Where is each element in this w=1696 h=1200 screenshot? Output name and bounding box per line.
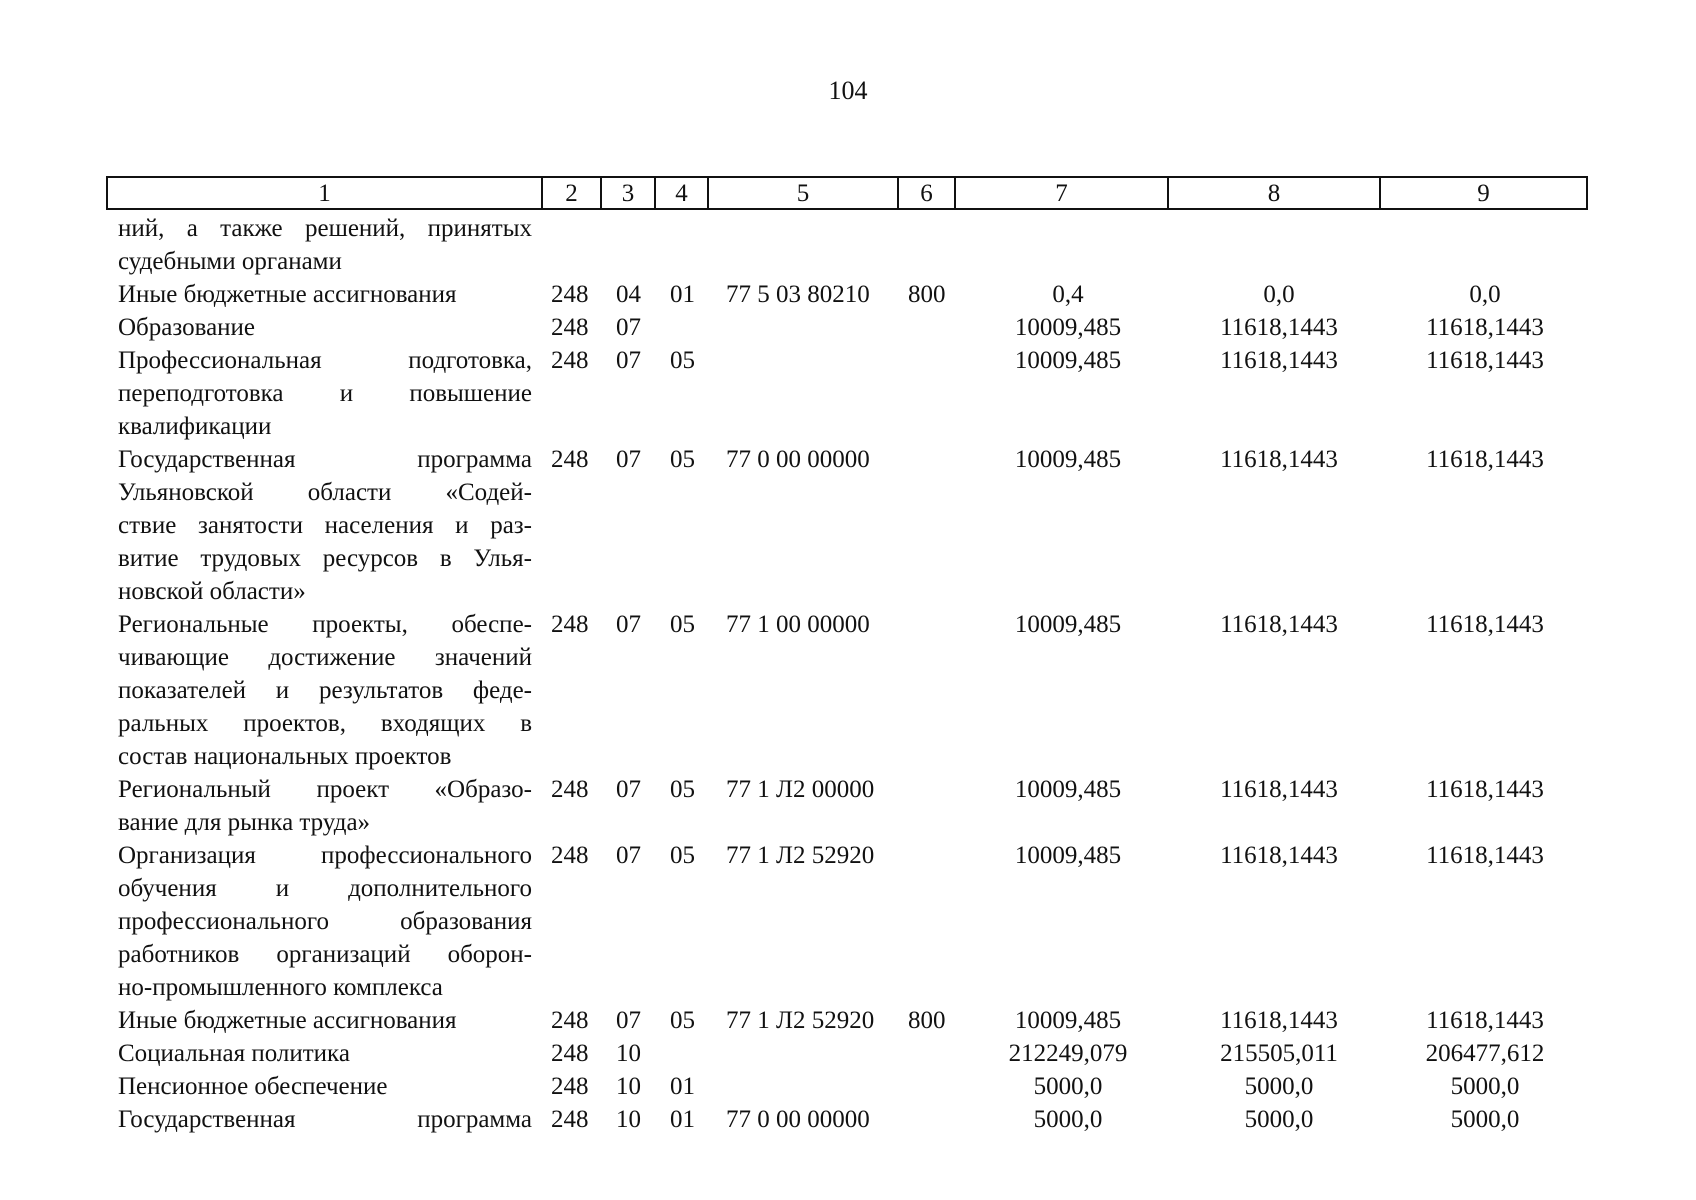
table-row [0, 608, 1696, 773]
cell-amount-col9: 11618,1443 [1426, 776, 1544, 803]
item-name-line: Образование [118, 314, 256, 341]
column-header-8: 8 [1169, 176, 1381, 210]
cell-amount-col7: 0,4 [1052, 281, 1084, 308]
cell-amount-col7: 212249,079 [1008, 1040, 1128, 1067]
column-header-7: 7 [956, 176, 1169, 210]
cell-ministry-code: 248 [551, 1073, 589, 1100]
table-row [0, 278, 1696, 311]
cell-ministry-code: 248 [551, 611, 589, 638]
column-header-1: 1 [106, 176, 543, 210]
cell-target-article: 77 0 00 00000 [726, 446, 870, 473]
cell-amount-col9: 11618,1443 [1426, 314, 1544, 341]
column-header-4: 4 [656, 176, 709, 210]
row-item-name [118, 1070, 532, 1103]
cell-section-code: 07 [616, 446, 641, 473]
item-name-line: обучения и дополнительного [118, 875, 532, 902]
row-item-name [118, 443, 532, 608]
item-name-line: Организация профессионального [118, 842, 532, 869]
table-row [0, 311, 1696, 344]
item-name-line: Иные бюджетные ассигнования [118, 1007, 457, 1034]
cell-section-code: 07 [616, 842, 641, 869]
item-name-line: квалификации [118, 413, 272, 440]
item-name-line: переподготовка и повышение [118, 380, 532, 407]
table-row [0, 212, 1696, 278]
row-item-name [118, 608, 532, 773]
cell-amount-col9: 5000,0 [1450, 1106, 1520, 1133]
cell-section-code: 07 [616, 776, 641, 803]
cell-ministry-code: 248 [551, 776, 589, 803]
item-name-line: Ульяновской области «Содей- [118, 479, 532, 506]
item-name-line: Иные бюджетные ассигнования [118, 281, 457, 308]
column-header-2: 2 [543, 176, 602, 210]
item-name-line: Региональные проекты, обеспе- [118, 611, 532, 638]
cell-ministry-code: 248 [551, 281, 589, 308]
column-header-6: 6 [899, 176, 956, 210]
cell-amount-col9: 11618,1443 [1426, 611, 1544, 638]
cell-amount-col9: 11618,1443 [1426, 446, 1544, 473]
cell-target-article: 77 0 00 00000 [726, 1106, 870, 1133]
cell-amount-col8: 11618,1443 [1220, 1007, 1338, 1034]
cell-amount-col8: 11618,1443 [1220, 776, 1338, 803]
cell-amount-col8: 11618,1443 [1220, 611, 1338, 638]
item-name-line: Региональный проект «Образо- [118, 776, 532, 803]
cell-amount-col9: 5000,0 [1450, 1073, 1520, 1100]
cell-expense-type: 800 [908, 1007, 946, 1034]
item-name-line: профессионального образования [118, 908, 532, 935]
cell-subsection-code: 05 [670, 611, 695, 638]
cell-section-code: 07 [616, 314, 641, 341]
cell-amount-col9: 206477,612 [1425, 1040, 1545, 1067]
row-item-name [118, 311, 532, 344]
cell-ministry-code: 248 [551, 842, 589, 869]
row-item-name [118, 839, 532, 1004]
cell-amount-col8: 11618,1443 [1220, 842, 1338, 869]
cell-target-article: 77 1 00 00000 [726, 611, 870, 638]
table-column-header-row [106, 176, 1588, 210]
cell-amount-col7: 5000,0 [1033, 1106, 1103, 1133]
table-row [0, 443, 1696, 608]
cell-amount-col7: 5000,0 [1033, 1073, 1103, 1100]
cell-subsection-code: 05 [670, 842, 695, 869]
cell-section-code: 10 [616, 1073, 641, 1100]
item-name-line: состав национальных проектов [118, 743, 452, 770]
item-name-line: чивающие достижение значений [118, 644, 532, 671]
cell-ministry-code: 248 [551, 314, 589, 341]
cell-amount-col9: 0,0 [1469, 281, 1501, 308]
cell-section-code: 10 [616, 1040, 641, 1067]
cell-amount-col8: 215505,011 [1220, 1040, 1338, 1067]
item-name-line: Государственная программа [118, 1106, 532, 1133]
table-row [0, 1070, 1696, 1103]
item-name-line: работников организаций оборон- [118, 941, 532, 968]
cell-amount-col7: 10009,485 [1014, 776, 1122, 803]
cell-amount-col8: 11618,1443 [1220, 347, 1338, 374]
cell-amount-col7: 10009,485 [1014, 1007, 1122, 1034]
cell-section-code: 07 [616, 611, 641, 638]
cell-amount-col8: 11618,1443 [1220, 446, 1338, 473]
cell-target-article: 77 1 Л2 52920 [726, 1007, 875, 1034]
cell-amount-col9: 11618,1443 [1426, 1007, 1544, 1034]
table-row [0, 1037, 1696, 1070]
item-name-line: судебными органами [118, 248, 342, 275]
cell-ministry-code: 248 [551, 1106, 589, 1133]
cell-amount-col7: 10009,485 [1014, 842, 1122, 869]
table-row [0, 839, 1696, 1004]
item-name-line: Профессиональная подготовка, [118, 347, 532, 374]
cell-amount-col7: 10009,485 [1014, 314, 1122, 341]
cell-subsection-code: 01 [670, 1106, 695, 1133]
table-row [0, 1103, 1696, 1136]
row-item-name [118, 1103, 532, 1136]
item-name-line: Пенсионное обеспечение [118, 1073, 388, 1100]
table-row [0, 773, 1696, 839]
item-name-line: ствие занятости населения и раз- [118, 512, 532, 539]
cell-amount-col7: 10009,485 [1014, 347, 1122, 374]
column-header-5: 5 [709, 176, 899, 210]
cell-amount-col7: 10009,485 [1014, 446, 1122, 473]
item-name-line: ральных проектов, входящих в [118, 710, 532, 737]
cell-ministry-code: 248 [551, 1007, 589, 1034]
cell-section-code: 10 [616, 1106, 641, 1133]
budget-table-body [0, 212, 1696, 1136]
row-item-name [118, 278, 532, 311]
row-item-name [118, 1004, 532, 1037]
cell-subsection-code: 05 [670, 446, 695, 473]
cell-subsection-code: 01 [670, 281, 695, 308]
item-name-line: но-промышленного комплекса [118, 974, 443, 1001]
cell-amount-col7: 10009,485 [1014, 611, 1122, 638]
cell-ministry-code: 248 [551, 347, 589, 374]
cell-target-article: 77 5 03 80210 [726, 281, 870, 308]
item-name-line: вание для рынка труда» [118, 809, 371, 836]
column-header-9: 9 [1381, 176, 1588, 210]
item-name-line: ний, а также решений, принятых [118, 215, 532, 242]
cell-amount-col8: 11618,1443 [1220, 314, 1338, 341]
cell-subsection-code: 05 [670, 347, 695, 374]
cell-ministry-code: 248 [551, 1040, 589, 1067]
page-number: 104 [828, 76, 868, 105]
cell-section-code: 07 [616, 1007, 641, 1034]
cell-subsection-code: 05 [670, 776, 695, 803]
cell-expense-type: 800 [908, 281, 946, 308]
cell-amount-col9: 11618,1443 [1426, 347, 1544, 374]
cell-subsection-code: 01 [670, 1073, 695, 1100]
cell-section-code: 04 [616, 281, 641, 308]
item-name-line: показателей и результатов феде- [118, 677, 532, 704]
cell-section-code: 07 [616, 347, 641, 374]
cell-amount-col9: 11618,1443 [1426, 842, 1544, 869]
cell-amount-col8: 5000,0 [1244, 1073, 1314, 1100]
row-item-name [118, 344, 532, 443]
cell-target-article: 77 1 Л2 00000 [726, 776, 875, 803]
row-item-name [118, 773, 532, 839]
column-header-3: 3 [602, 176, 656, 210]
item-name-line: Социальная политика [118, 1040, 350, 1067]
table-row [0, 344, 1696, 443]
cell-subsection-code: 05 [670, 1007, 695, 1034]
item-name-line: витие трудовых ресурсов в Улья- [118, 545, 532, 572]
cell-ministry-code: 248 [551, 446, 589, 473]
item-name-line: новской области» [118, 578, 306, 605]
table-row [0, 1004, 1696, 1037]
cell-target-article: 77 1 Л2 52920 [726, 842, 875, 869]
row-item-name [118, 1037, 532, 1070]
item-name-line: Государственная программа [118, 446, 532, 473]
row-item-name [118, 212, 532, 278]
cell-amount-col8: 5000,0 [1244, 1106, 1314, 1133]
cell-amount-col8: 0,0 [1263, 281, 1295, 308]
